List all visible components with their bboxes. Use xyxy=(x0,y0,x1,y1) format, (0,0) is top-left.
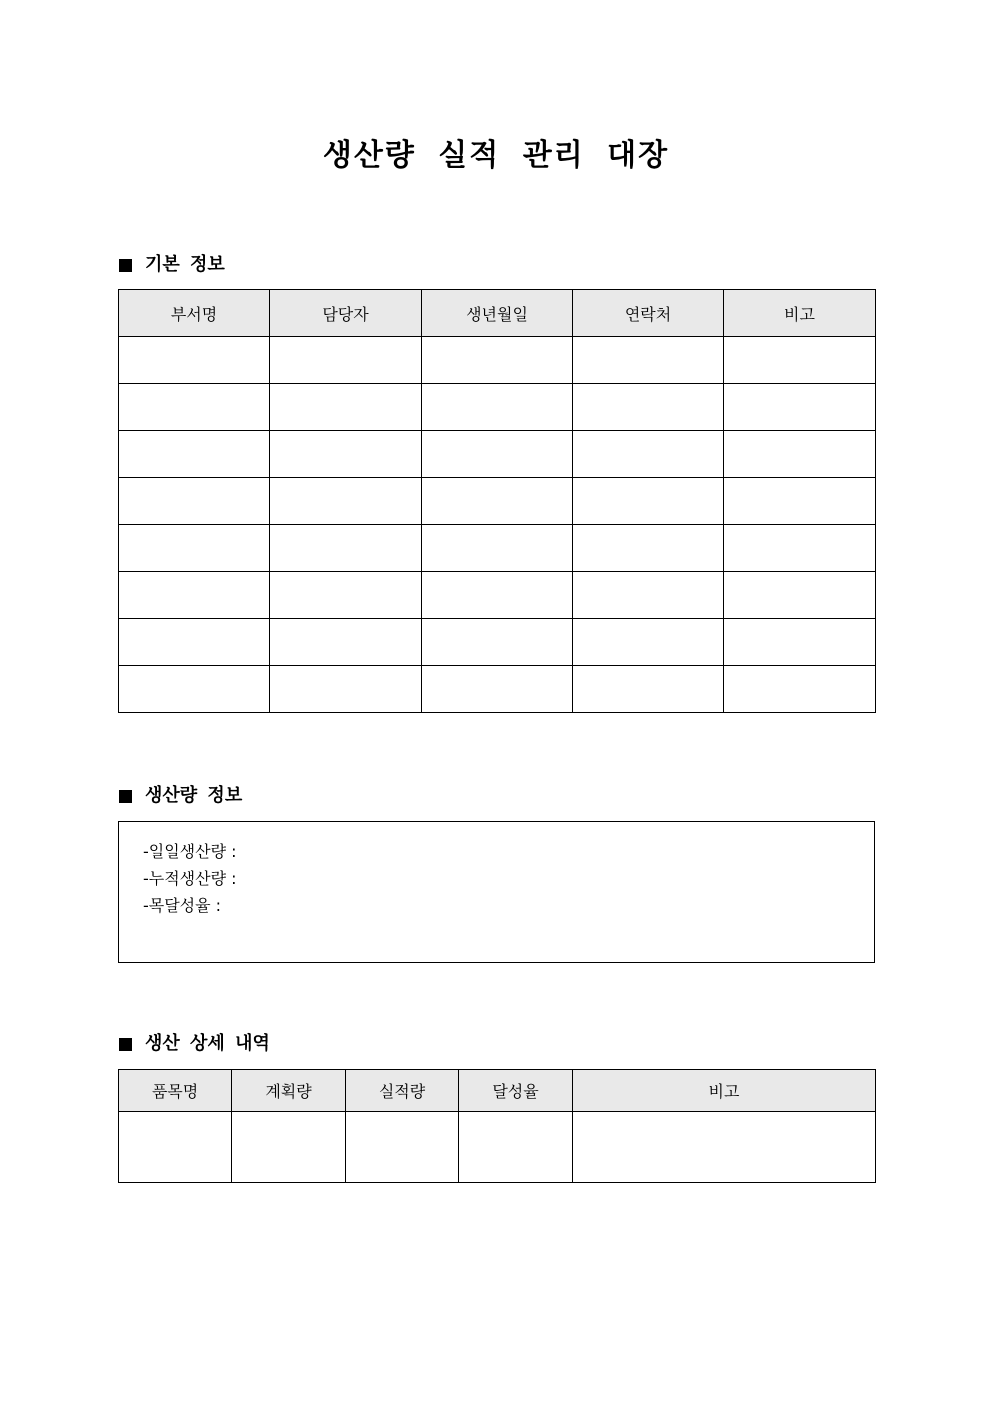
table-cell[interactable] xyxy=(119,478,270,525)
table-cell[interactable] xyxy=(422,337,573,384)
section-heading-production xyxy=(119,784,242,808)
production-detail-table xyxy=(118,1069,876,1183)
basic-info-table xyxy=(118,289,876,713)
table-cell[interactable] xyxy=(119,619,270,666)
section-heading-detail xyxy=(119,1032,270,1056)
achievement-rate-line: -목달성율 : xyxy=(143,896,222,915)
table-row xyxy=(119,619,876,666)
table-cell[interactable] xyxy=(724,431,876,478)
column-header-birthdate: 생년월일 xyxy=(422,290,573,337)
table-row xyxy=(119,431,876,478)
table-cell[interactable] xyxy=(422,431,573,478)
column-header-department: 부서명 xyxy=(119,290,270,337)
table-row xyxy=(119,384,876,431)
table-cell[interactable] xyxy=(270,666,422,713)
table-cell[interactable] xyxy=(346,1112,459,1183)
column-header-planned-quantity: 계획량 xyxy=(232,1070,346,1112)
table-cell[interactable] xyxy=(422,478,573,525)
table-cell[interactable] xyxy=(119,525,270,572)
table-row xyxy=(119,478,876,525)
table-row xyxy=(119,337,876,384)
table-cell[interactable] xyxy=(270,619,422,666)
column-header-achievement-rate: 달성율 xyxy=(459,1070,573,1112)
column-header-contact: 연락처 xyxy=(573,290,724,337)
table-cell[interactable] xyxy=(270,572,422,619)
table-cell[interactable] xyxy=(119,666,270,713)
section-heading-label: 생산 상세 내역 xyxy=(145,1033,270,1054)
cumulative-production-line: -누적생산량 : xyxy=(143,869,237,888)
section-heading-basic xyxy=(119,253,225,277)
column-header-actual-quantity: 실적량 xyxy=(346,1070,459,1112)
column-header-remarks: 비고 xyxy=(573,1070,876,1112)
table-cell[interactable] xyxy=(573,337,724,384)
table-cell[interactable] xyxy=(724,619,876,666)
table-cell[interactable] xyxy=(573,1112,876,1183)
table-cell[interactable] xyxy=(422,572,573,619)
table-cell[interactable] xyxy=(422,384,573,431)
table-cell[interactable] xyxy=(724,666,876,713)
table-cell[interactable] xyxy=(724,478,876,525)
table-row xyxy=(119,572,876,619)
square-bullet-icon xyxy=(119,1038,132,1051)
table-cell[interactable] xyxy=(573,666,724,713)
table-cell[interactable] xyxy=(422,525,573,572)
daily-production-line: -일일생산량 : xyxy=(143,842,237,861)
table-cell[interactable] xyxy=(119,431,270,478)
square-bullet-icon xyxy=(119,790,132,803)
table-cell[interactable] xyxy=(573,431,724,478)
table-cell[interactable] xyxy=(270,478,422,525)
table-cell[interactable] xyxy=(573,384,724,431)
table-cell[interactable] xyxy=(270,384,422,431)
table-cell[interactable] xyxy=(119,572,270,619)
production-info-box xyxy=(118,821,875,963)
table-cell[interactable] xyxy=(573,525,724,572)
section-heading-label: 기본 정보 xyxy=(145,254,225,275)
table-cell[interactable] xyxy=(270,431,422,478)
table-cell[interactable] xyxy=(119,337,270,384)
table-row xyxy=(119,1112,876,1183)
table-cell[interactable] xyxy=(724,572,876,619)
table-cell[interactable] xyxy=(270,525,422,572)
table-cell[interactable] xyxy=(573,572,724,619)
table-row xyxy=(119,666,876,713)
column-header-remarks: 비고 xyxy=(724,290,876,337)
table-cell[interactable] xyxy=(459,1112,573,1183)
table-cell[interactable] xyxy=(119,1112,232,1183)
square-bullet-icon xyxy=(119,259,132,272)
table-cell[interactable] xyxy=(724,525,876,572)
table-row xyxy=(119,525,876,572)
table-header-row xyxy=(119,290,876,337)
section-heading-label: 생산량 정보 xyxy=(145,785,243,806)
table-cell[interactable] xyxy=(573,478,724,525)
page-title: 생산량 실적 관리 대장 xyxy=(322,138,670,173)
table-cell[interactable] xyxy=(422,619,573,666)
table-cell[interactable] xyxy=(573,619,724,666)
table-cell[interactable] xyxy=(422,666,573,713)
column-header-manager: 담당자 xyxy=(270,290,422,337)
table-cell[interactable] xyxy=(270,337,422,384)
column-header-item-name: 품목명 xyxy=(119,1070,232,1112)
table-cell[interactable] xyxy=(119,384,270,431)
table-cell[interactable] xyxy=(232,1112,346,1183)
table-header-row xyxy=(119,1070,876,1112)
table-cell[interactable] xyxy=(724,384,876,431)
table-cell[interactable] xyxy=(724,337,876,384)
